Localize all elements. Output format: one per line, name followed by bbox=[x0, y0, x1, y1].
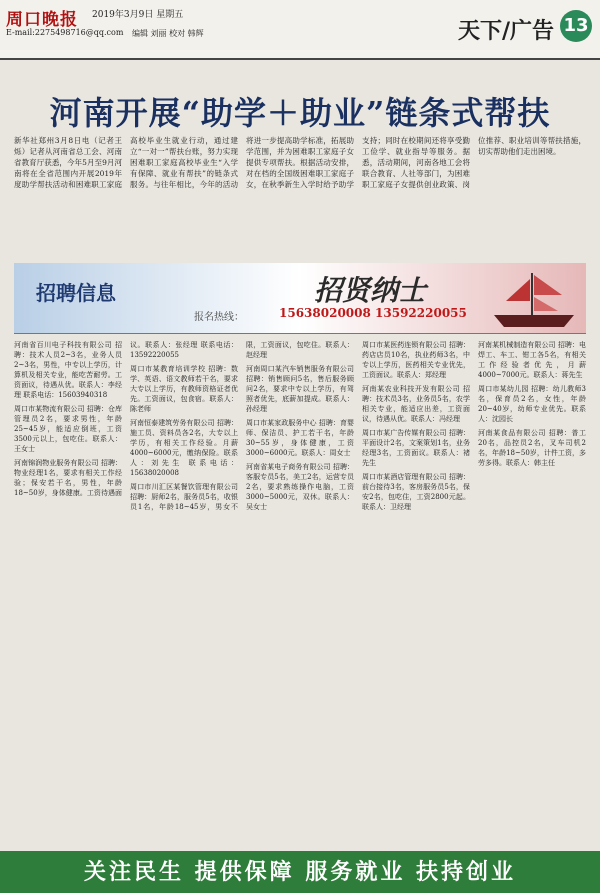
page-number-badge: 13 bbox=[560, 10, 592, 42]
job-listing: 周口市川汇区某餐饮管理有限公司 招聘：厨师2名，服务员5名，收银员1名，年龄18~45岁，男女不限，工资面议，包吃住。联系人：赵经理 bbox=[130, 341, 354, 511]
section-title: 天下/广告 bbox=[457, 18, 554, 44]
recruitment-banner bbox=[14, 263, 586, 334]
job-listing: 周口市某教育培训学校 招聘：数学、英语、语文教师若干名，要求大专以上学历，有教师资格证者优先。工资面议，包食宿。联系人：陈老师 bbox=[130, 365, 238, 413]
banner-title: 招聘信息 bbox=[36, 281, 116, 305]
job-listing: 周口市某酒店管理有限公司 招聘：前台接待3名，客房服务员5名，保安2名，包吃住，工资2800元起。联系人：卫经理 bbox=[362, 473, 470, 511]
headline: 河南开展“助学＋助业”链条式帮扶 bbox=[49, 94, 551, 132]
masthead bbox=[0, 0, 600, 60]
sailing-ship-icon bbox=[484, 265, 584, 331]
article-body: 新华社郑州3月8日电（记者王烁）记者从河南省总工会、河南省教育厅获悉，今年5月至9月河南将在全省范围内开展2019年度助学帮扶活动和困难职工家庭高校毕业生就业行动，通过建立“一对一”帮扶台账，努力实现困难职工家庭高校毕业生“入学有保障、就业有帮扶”的链条式服务。与往年相比，今年的活动将进一步提高助学标准，拓展助学范围，并为困难职工家庭子女提供专项帮扶。根据活动安排，对在档的全国级困难职工家庭子女，在秋季新生入学时给予助学支持；同时在校期间还将享受勤工俭学、就业指导等服务。据悉，活动期间，河南各地工会将联合教育、人社等部门，为困难职工家庭子女提供创业政策、岗位推荐、职业培训等帮扶措施，切实帮助他们走出困境。 bbox=[14, 136, 586, 189]
job-listing: 河南某机械制造有限公司 招聘：电焊工、车工、钳工各5名，有相关工作经验者优先，月薪4000~7000元。联系人：蒋先生 bbox=[478, 341, 586, 379]
job-listing: 河南周口某汽车销售服务有限公司 招聘：销售顾问5名，售后服务顾问2名，要求中专以上学历，有驾照者优先，底薪加提成。联系人：孙经理 bbox=[246, 365, 354, 413]
job-listing: 周口市某幼儿园 招聘：幼儿教师3名，保育员2名，女性，年龄20~40岁，幼师专业优先。联系人：沈园长 bbox=[478, 385, 586, 423]
hotline-label: 报名热线： bbox=[194, 312, 244, 323]
job-listing: 河南锦润物业服务有限公司 招聘：物业经理1名，要求有相关工作经验；保安若干名，男性，年龄18~50岁，身体健康。工资待遇面议。联系人：张经理 联系电话：13592220055 bbox=[14, 341, 238, 497]
footer-slogan: 关注民生 提供保障 服务就业 扶持创业 bbox=[0, 851, 600, 893]
contact-email: E-mail:2275498716@qq.com bbox=[6, 28, 124, 37]
job-listings bbox=[14, 340, 586, 845]
editor-credits: 编辑 刘丽 校对 韩辉 bbox=[132, 29, 204, 38]
banner-slogan: 招贤纳士 bbox=[314, 274, 427, 307]
job-listing: 周口市某医药连锁有限公司 招聘：药店店员10名，执业药师3名，中专以上学历，医药相关专业优先，工资面议。联系人：郑经理 bbox=[362, 341, 470, 379]
newspaper-logo: 周口晚报 bbox=[6, 10, 78, 30]
job-listing: 河南某食品有限公司 招聘：普工20名，品控员2名，叉车司机2名，年龄18~50岁，计件工资，多劳多得。联系人：韩主任 bbox=[478, 429, 586, 467]
job-listing: 河南省某电子商务有限公司 招聘：客服专员5名，美工2名，运营专员2名，要求熟练操作电脑，工资3000~5000元，双休。联系人：吴女士 bbox=[246, 463, 354, 511]
issue-date: 2019年3月9日 星期五 bbox=[92, 10, 184, 20]
job-listing: 周口市某物流有限公司 招聘：仓库管理员2名，要求男性，年龄25~45岁，能适应倒班，工资3500元以上，包吃住。联系人：王女士 bbox=[14, 405, 122, 453]
job-listing: 河南恒泰建筑劳务有限公司 招聘：施工员、资料员各2名，大专以上学历，有相关工作经验。月薪4000~6000元，缴纳保险。联系人：刘先生 联系电话：15638020008 bbox=[130, 419, 238, 477]
hotline-numbers: 15638020008 13592220055 bbox=[279, 306, 467, 320]
job-listing: 周口市某广告传媒有限公司 招聘：平面设计2名，文案策划1名，业务经理3名，工资面议。联系人：褚先生 bbox=[362, 429, 470, 467]
job-listing: 河南某农业科技开发有限公司 招聘：技术员3名，业务员5名，农学相关专业，能适应出差，工资面议，待遇从优。联系人：冯经理 bbox=[362, 385, 470, 423]
job-listing: 周口市某家政服务中心 招聘：育婴师、保洁员、护工若干名，年龄30~55岁，身体健康，工资3000~6000元。联系人：周女士 bbox=[246, 419, 354, 457]
job-listing: 河南省百川电子科技有限公司 招聘：技术人员2~3名，业务人员2~3名，男性，中专以上学历，计算机及相关专业，能吃苦耐劳。工资面议，待遇从优。联系人：李经理 联系电话：15603940318 bbox=[14, 341, 122, 399]
